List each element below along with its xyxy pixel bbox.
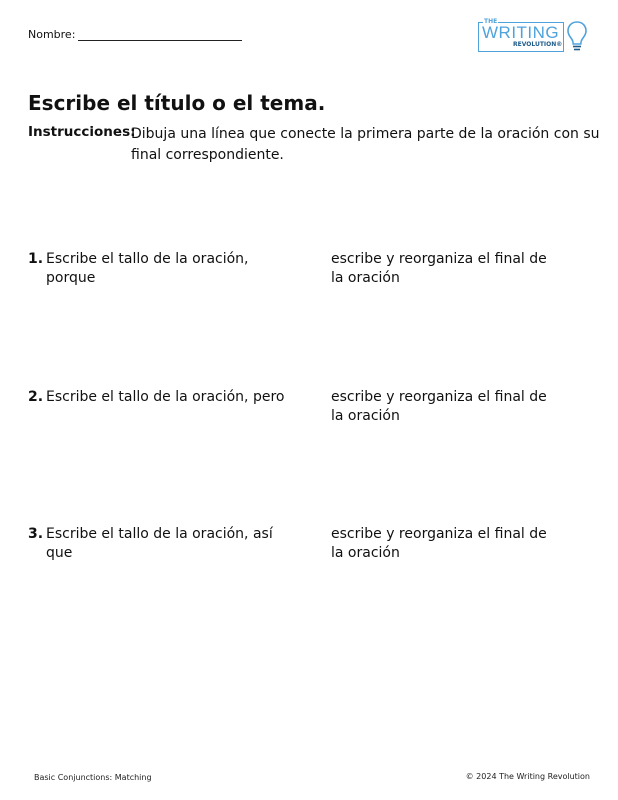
sentence-ending[interactable]: escribe y reorganiza el final de la oración bbox=[331, 526, 547, 561]
item-number: 1. bbox=[28, 251, 44, 267]
footer-copyright: © 2024 The Writing Revolution bbox=[465, 772, 590, 781]
sentence-stem[interactable]: Escribe el tallo de la oración, pero bbox=[46, 389, 285, 405]
sentence-ending[interactable]: escribe y reorganiza el final de la oración bbox=[331, 389, 547, 424]
item-number: 3. bbox=[28, 526, 44, 542]
logo-the: THE bbox=[484, 18, 498, 25]
instructions-label: Instrucciones: bbox=[28, 124, 136, 140]
sentence-ending[interactable]: escribe y reorganiza el final de la oración bbox=[331, 251, 547, 286]
sentence-stem[interactable]: Escribe el tallo de la oración, porque bbox=[46, 251, 249, 286]
name-label: Nombre: bbox=[28, 28, 76, 41]
item-number: 2. bbox=[28, 389, 44, 405]
name-field bbox=[28, 28, 242, 41]
sentence-stem[interactable]: Escribe el tallo de la oración, así que bbox=[46, 526, 273, 561]
writing-revolution-logo bbox=[478, 19, 592, 57]
page-title: Escribe el título o el tema. bbox=[28, 91, 326, 115]
instructions-text: Dibuja una línea que conecte la primera parte de la oración con su final correspondiente. bbox=[131, 126, 600, 163]
logo-revolution: REVOLUTION® bbox=[513, 41, 563, 48]
footer-worksheet-name: Basic Conjunctions: Matching bbox=[34, 773, 152, 782]
lightbulb-icon bbox=[566, 20, 588, 54]
logo-writing: WRITING bbox=[482, 23, 560, 42]
name-blank-line[interactable] bbox=[78, 29, 242, 41]
